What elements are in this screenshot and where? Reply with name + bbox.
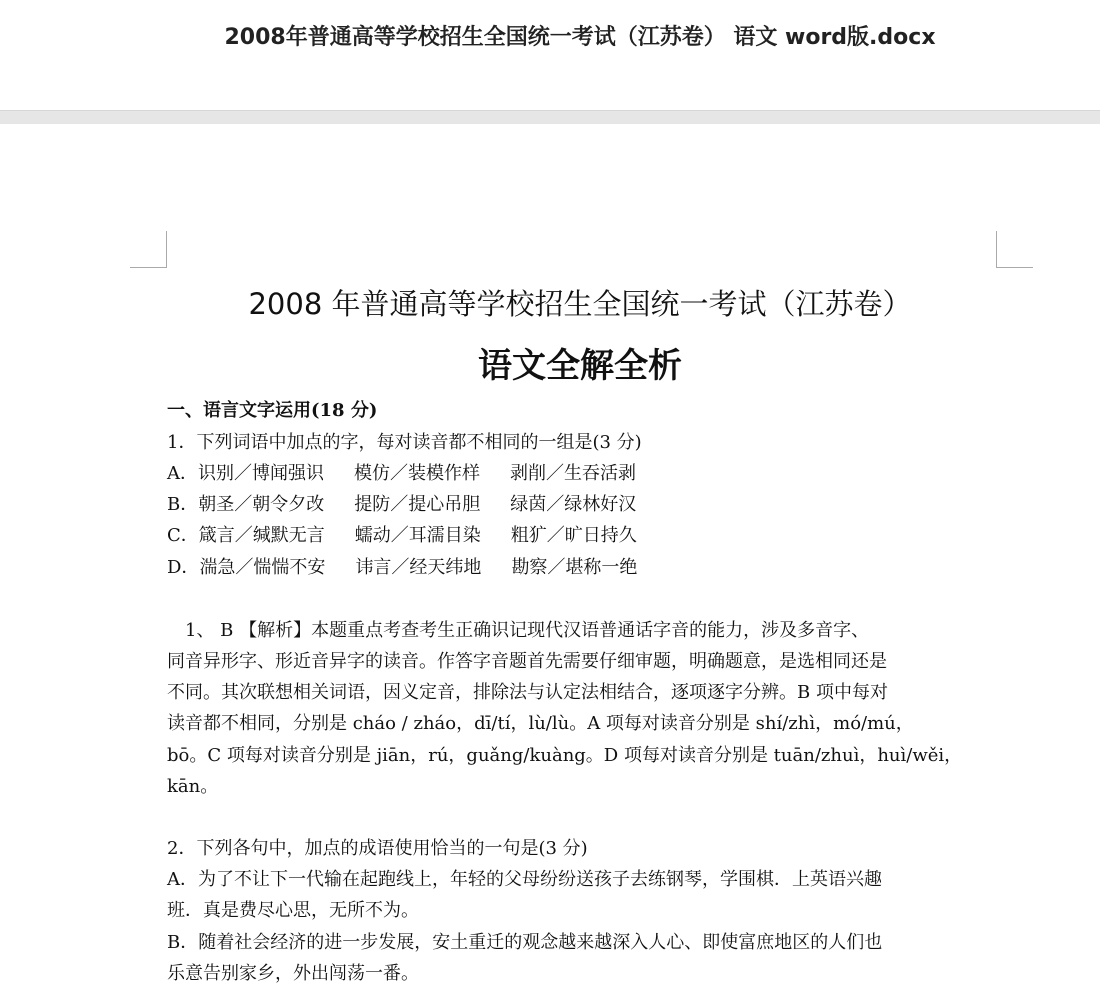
window-title: 2008年普通高等学校招生全国统一考试（江苏卷） 语文 word版.docx — [224, 25, 936, 50]
option-group: 箴言／缄默无言 — [198, 525, 325, 546]
option-group: 提防／提心吊胆 — [354, 494, 481, 515]
toolbar-separator — [0, 110, 1100, 125]
question-1-option-b — [167, 490, 666, 516]
answer-paragraph-line: 不同。其次联想相关词语，因义定音，排除法与认定法相结合，逐项逐字分辨。B 项中每对 — [167, 682, 888, 703]
answer-paragraph-line: 同音异形字、形近音异字的读音。作答字音题首先需要仔细审题，明确题意，是选相同还是 — [167, 651, 887, 672]
option-group: 绿茵／绿林好汉 — [510, 494, 637, 515]
answer-paragraph-line: 1、 B 【解析】本题重点考查考生正确识记现代汉语普通话字音的能力，涉及多音字、 — [167, 620, 870, 641]
document-page[interactable] — [0, 124, 1100, 990]
option-group: 湍急／惴惴不安 — [199, 557, 326, 578]
option-group: 识别／博闻强识 — [198, 463, 324, 484]
option-group: 剥削／生吞活剥 — [510, 463, 636, 484]
question-2-line: 乐意告别家乡，外出闯荡一番。 — [167, 963, 419, 984]
option-group: 粗犷／旷日持久 — [510, 525, 637, 546]
margin-crop-mark-right — [996, 231, 1033, 268]
option-label: A． — [167, 463, 198, 484]
option-group: 讳言／经天纬地 — [355, 557, 482, 578]
window-titlebar — [0, 0, 1100, 110]
option-label: D． — [167, 557, 200, 578]
option-label: B． — [167, 494, 199, 515]
option-label: C． — [167, 525, 199, 546]
question-2-line: 班．真是费尽心思，无所不为。 — [167, 900, 419, 921]
question-1-option-a — [167, 459, 666, 485]
question-2-stem: 2．下列各句中，加点的成语使用恰当的一句是(3 分) — [167, 838, 588, 859]
document-subtitle: 语文全解全析 — [478, 346, 682, 386]
option-group: 勘察／堪称一绝 — [511, 557, 638, 578]
question-2-line: A．为了不让下一代输在起跑线上，年轻的父母纷纷送孩子去练钢琴，学围棋．上英语兴趣 — [167, 869, 882, 890]
question-1-option-c — [167, 521, 667, 547]
question-1-option-d — [167, 553, 667, 579]
answer-paragraph-line: kān。 — [167, 776, 219, 797]
document-title: 2008 年普通高等学校招生全国统一考试（江苏卷） — [248, 287, 912, 321]
option-group: 模仿／装模作样 — [354, 463, 480, 484]
answer-paragraph-line: bō。C 项每对读音分别是 jiān，rú，guǎng/kuàng。D 项每对读音分别是 tuān/zhuì，huì/wěi， — [167, 745, 963, 766]
option-group: 蠕动／耳濡目染 — [354, 525, 481, 546]
answer-paragraph-line: 读音都不相同，分别是 cháo / zháo，dī/tí，lù/lù。A 项每对读音分别是 shí/zhì，mó/mú， — [167, 713, 914, 734]
margin-crop-mark-left — [130, 231, 167, 268]
section-heading: 一、语言文字运用(18 分) — [167, 400, 378, 421]
option-group: 朝圣／朝令夕改 — [198, 494, 325, 515]
question-1-stem: 1．下列词语中加点的字，每对读音都不相同的一组是(3 分) — [167, 432, 642, 453]
question-2-line: B．随着社会经济的进一步发展，安土重迁的观念越来越深入人心、即使富庶地区的人们也 — [167, 932, 883, 953]
